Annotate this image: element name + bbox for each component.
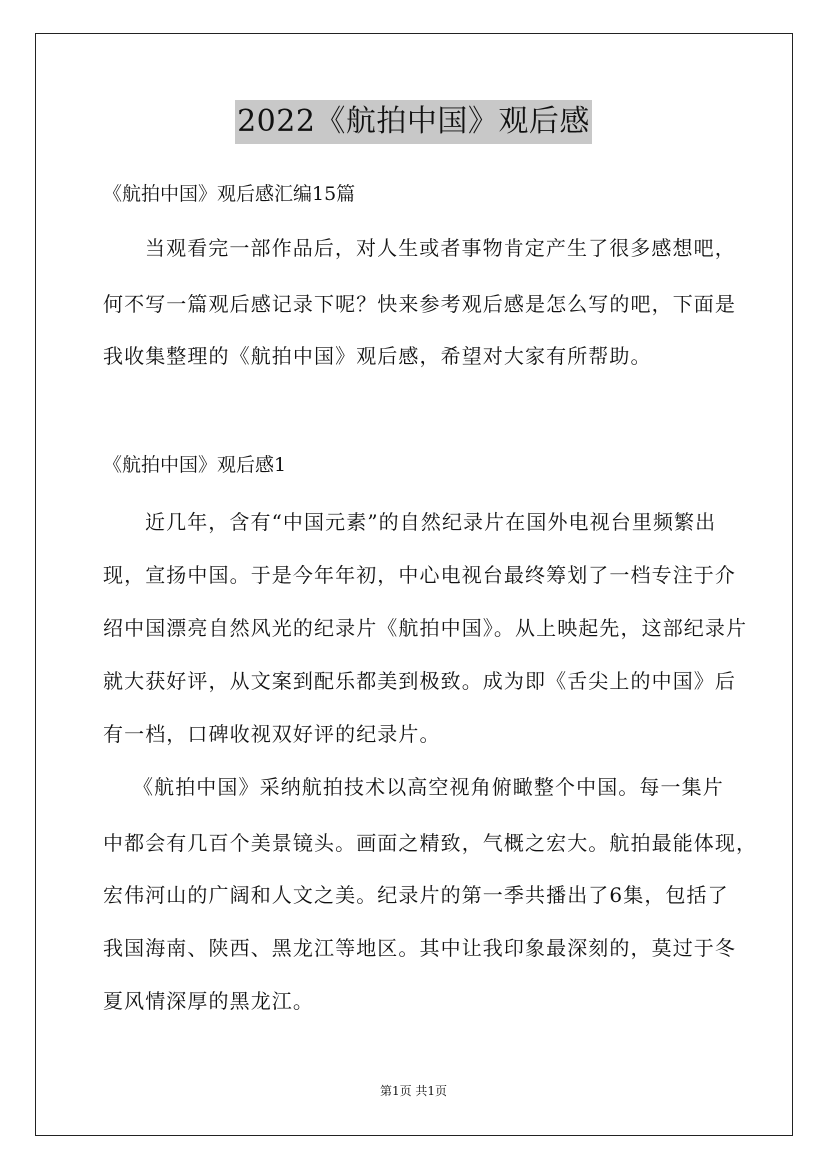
intro-line: 我收集整理的《航拍中国》观后感，希望对大家有所帮助。 [103,344,652,368]
paragraph-line: 《航拍中国》采纳航拍技术以高空视角俯瞰整个中国。每一集片 [133,775,724,799]
page-number-footer: 第1页 共1页 [379,1084,448,1098]
document-subtitle: 《航拍中国》观后感汇编15篇 [103,183,356,205]
section-heading: 《航拍中国》观后感1 [103,454,287,476]
intro-line: 当观看完一部作品后，对人生或者事物肯定产生了很多感想吧， [145,236,736,260]
paragraph-line: 有一档，口碑收视双好评的纪录片。 [103,722,441,746]
paragraph-line: 宏伟河山的广阔和人文之美。纪录片的第一季共播出了6集，包括了 [103,883,729,907]
paragraph-line: 我国海南、陕西、黑龙江等地区。其中让我印象最深刻的，莫过于冬 [103,936,736,960]
paragraph-line: 现，宣扬中国。于是今年年初，中心电视台最终筹划了一档专注于介 [103,563,736,587]
paragraph-line: 夏风情深厚的黑龙江。 [103,989,314,1013]
title-container [0,100,827,144]
paragraph-line: 中都会有几百个美景镜头。画面之精致，气概之宏大。航拍最能体现， [103,831,758,855]
paragraph-line: 近几年，含有“中国元素”的自然纪录片在国外电视台里频繁出 [145,510,717,534]
paragraph-line: 就大获好评，从文案到配乐都美到极致。成为即《舌尖上的中国》后 [103,669,736,693]
document-title: 2022《航拍中国》观后感 [235,100,592,144]
intro-line: 何不写一篇观后感记录下呢？快来参考观后感是怎么写的吧，下面是 [103,292,736,316]
paragraph-line: 绍中国漂亮自然风光的纪录片《航拍中国》。从上映起先，这部纪录片 [103,616,748,640]
